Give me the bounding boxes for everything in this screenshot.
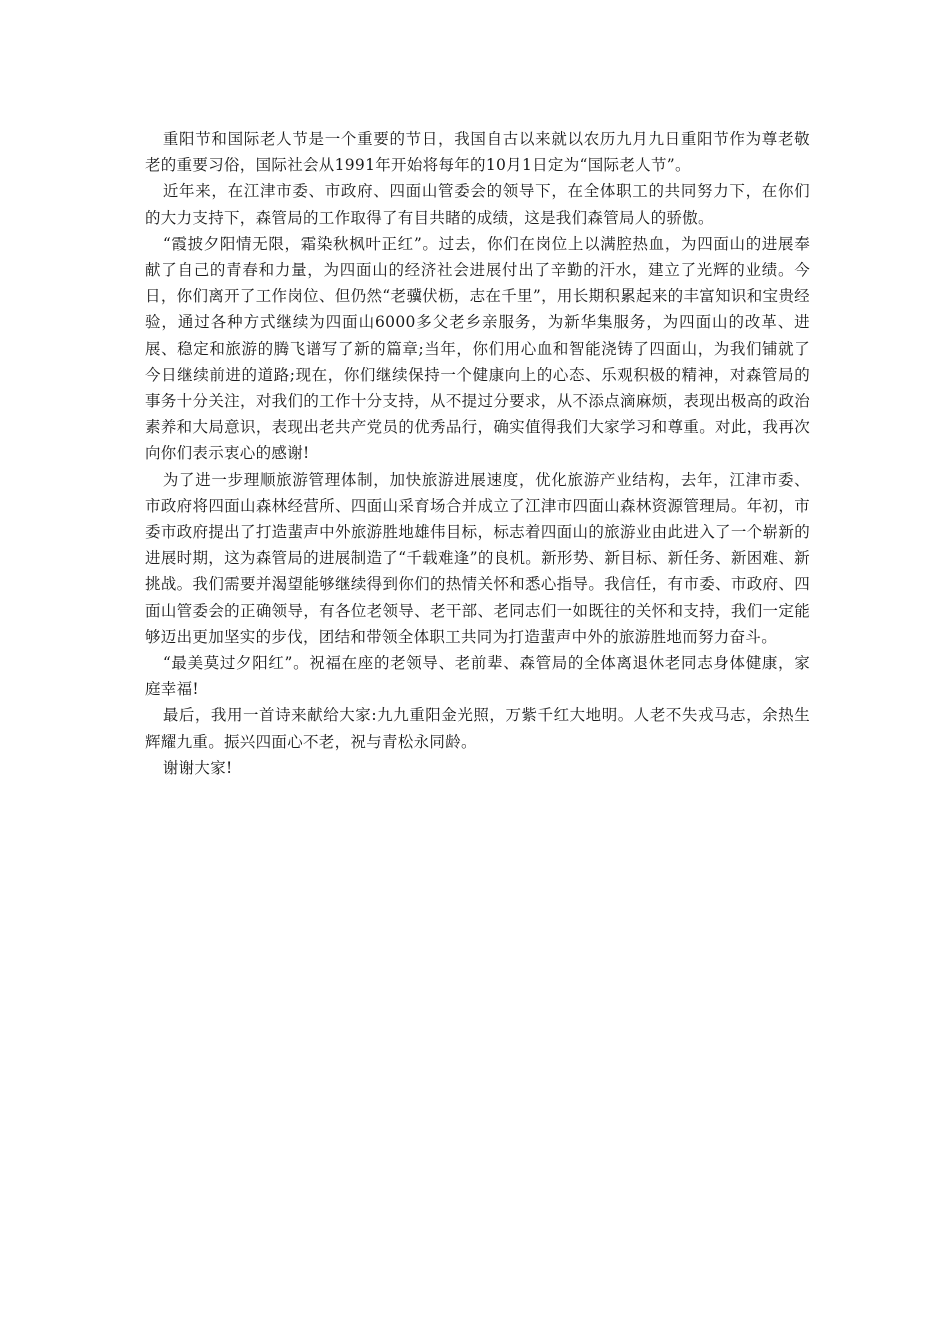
paragraph-3: “霞披夕阳情无限，霜染秋枫叶正红”。过去，你们在岗位上以满腔热血，为四面山的进展奉献了自己的青春和力量，为四面山的经济社会进展付出了辛勤的汗水，建立了光辉的业绩。今日，你们离开了工作岗位、但仍然“老骥伏枥，志在千里”，用长期积累起来的丰富知识和宝贵经验，通过各种方式继续为四面山6000多父老乡亲服务，为新华集服务，为四面山的改革、进展、稳定和旅游的腾飞谱写了新的篇章;当年，你们用心血和智能浇铸了四面山，为我们铺就了今日继续前进的道路;现在，你们继续保持一个健康向上的心态、乐观积极的精神，对森管局的事务十分关注，对我们的工作十分支持，从不提过分要求，从不添点滴麻烦，表现出极高的政治素养和大局意识，表现出老共产党员的优秀品行，确实值得我们大家学习和尊重。对此，我再次向你们表示衷心的感谢! <box>145 234 810 463</box>
paragraph-2: 近年来，在江津市委、市政府、四面山管委会的领导下，在全体职工的共同努力下，在你们的大力支持下，森管局的工作取得了有目共睹的成绩，这是我们森管局人的骄傲。 <box>145 182 810 227</box>
paragraph-5: “最美莫过夕阳红”。祝福在座的老领导、老前辈、森管局的全体离退休老同志身体健康，家庭幸福! <box>145 654 810 699</box>
document-body <box>145 126 810 781</box>
paragraph-1: 重阳节和国际老人节是一个重要的节日，我国自古以来就以农历九月九日重阳节作为尊老敬老的重要习俗，国际社会从1991年开始将每年的10月1日定为“国际老人节”。 <box>145 130 810 175</box>
paragraph-6: 最后，我用一首诗来献给大家:九九重阳金光照，万紫千红大地明。人老不失戎马志，余热生辉耀九重。振兴四面心不老，祝与青松永同龄。 <box>145 706 810 751</box>
paragraph-4: 为了进一步理顺旅游管理体制，加快旅游进展速度，优化旅游产业结构，去年，江津市委、市政府将四面山森林经营所、四面山采育场合并成立了江津市四面山森林资源管理局。年初，市委市政府提出了打造蜚声中外旅游胜地雄伟目标，标志着四面山的旅游业由此进入了一个崭新的进展时期，这为森管局的进展制造了“千载难逢”的良机。新形势、新目标、新任务、新困难、新挑战。我们需要并渴望能够继续得到你们的热情关怀和悉心指导。我信任，有市委、市政府、四面山管委会的正确领导，有各位老领导、老干部、老同志们一如既往的关怀和支持，我们一定能够迈出更加坚实的步伐，团结和带领全体职工共同为打造蜚声中外的旅游胜地而努力奋斗。 <box>145 470 810 646</box>
paragraph-7: 谢谢大家! <box>162 758 233 777</box>
